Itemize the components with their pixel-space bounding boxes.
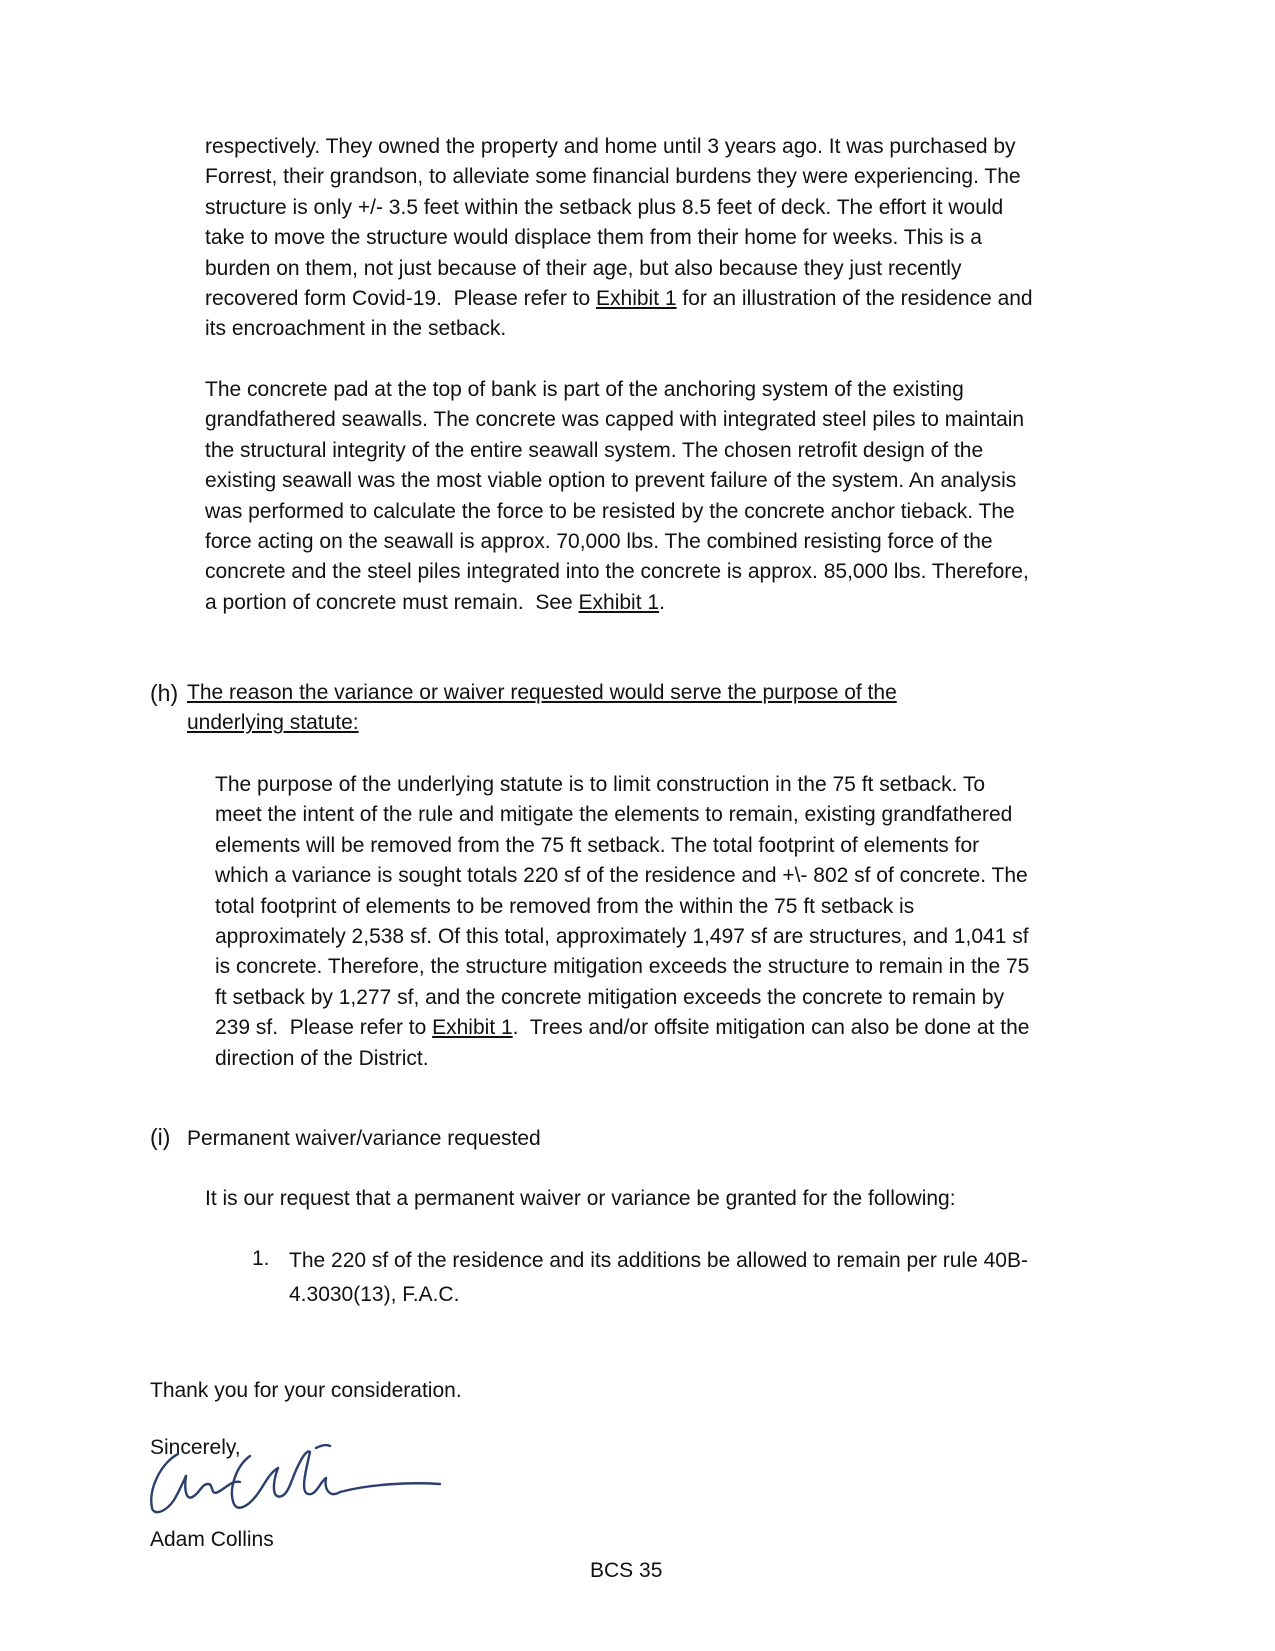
- handwritten-signature: [140, 1440, 470, 1520]
- heading-line: The reason the variance or waiver requested would serve the purpose of the: [187, 681, 897, 704]
- text-line: Forrest, their grandson, to alleviate some financial burdens they were experiencing. The: [205, 165, 1021, 189]
- text-line: meet the intent of the rule and mitigate the elements to remain, existing grandfathered: [215, 803, 1013, 827]
- heading-line: underlying statute:: [187, 711, 359, 735]
- closing-sincerely: Sincerely,: [150, 1436, 241, 1459]
- closing-thanks: Thank you for your consideration.: [150, 1379, 462, 1402]
- text-line: which a variance is sought totals 220 sf of the residence and +\- 802 sf of concrete. The: [215, 864, 1028, 888]
- section-h-marker: (h): [150, 680, 179, 706]
- text-line: The concrete pad at the top of bank is part of the anchoring system of the existing: [205, 378, 964, 401]
- page-number: BCS 35: [590, 1559, 663, 1582]
- text-line: the structural integrity of the entire seawall system. The chosen retrofit design of the: [205, 438, 984, 462]
- exhibit-1-link[interactable]: Exhibit 1: [596, 287, 677, 311]
- list-item: [289, 1244, 1119, 1312]
- exhibit-1-link[interactable]: Exhibit 1: [578, 590, 660, 614]
- text-fragment: a portion of concrete must remain. See: [205, 590, 579, 614]
- section-h-body: [215, 770, 1130, 1074]
- text-line: structure is only +/- 3.5 feet within the setback plus 8.5 feet of deck. The effort it would: [205, 195, 1004, 219]
- text-line: take to move the structure would displace them from their home for weeks. This is a: [205, 226, 982, 250]
- text-line: [215, 1013, 1130, 1043]
- text-fragment: recovered form Covid-19. Please refer to: [205, 287, 597, 311]
- list-item-number: 1.: [252, 1247, 270, 1270]
- exhibit-1-link[interactable]: Exhibit 1: [432, 1016, 513, 1040]
- text-line: grandfathered seawalls. The concrete was capped with integrated steel piles to maintain: [205, 408, 1025, 432]
- text-line: was performed to calculate the force to be resisted by the concrete anchor tieback. The: [205, 499, 1015, 523]
- section-i-heading: Permanent waiver/variance requested: [187, 1127, 541, 1150]
- signer-name: Adam Collins: [150, 1528, 274, 1551]
- text-line: 4.3030(13), F.A.C.: [289, 1283, 460, 1306]
- text-line: burden on them, not just because of their age, but also because they just recently: [205, 256, 962, 280]
- text-line: approximately 2,538 sf. Of this total, approximately 1,497 sf are structures, and 1,041 sf: [215, 925, 1029, 949]
- text-line: concrete and the steel piles integrated into the concrete is approx. 85,000 lbs. Therefore,: [205, 560, 1029, 584]
- text-line: [205, 588, 1130, 618]
- text-line: direction of the District.: [215, 1046, 429, 1070]
- text-line: total footprint of elements to be removed from the within the 75 ft setback is: [215, 894, 915, 918]
- text-fragment: 239 sf. Please refer to: [215, 1016, 433, 1040]
- paragraph-concrete-pad: [205, 375, 1130, 618]
- text-fragment: . Trees and/or offsite mitigation can also be done at the: [512, 1016, 1030, 1040]
- text-line: its encroachment in the setback.: [205, 317, 507, 341]
- text-line: existing seawall was the most viable option to prevent failure of the system. An analysis: [205, 469, 1017, 493]
- text-line: respectively. They owned the property and home until 3 years ago. It was purchased by: [205, 135, 1016, 158]
- section-h-heading: [187, 678, 987, 739]
- text-line: ft setback by 1,277 sf, and the concrete mitigation exceeds the concrete to remain by: [215, 985, 1005, 1009]
- text-line: [205, 284, 1130, 314]
- request-intro: It is our request that a permanent waiver or variance be granted for the following:: [205, 1187, 956, 1210]
- section-i-marker: (i): [150, 1124, 171, 1150]
- text-line: The 220 sf of the residence and its additions be allowed to remain per rule 40B-: [289, 1249, 1028, 1272]
- text-line: elements will be removed from the 75 ft setback. The total footprint of elements for: [215, 833, 980, 857]
- text-fragment: for an illustration of the residence and: [676, 287, 1033, 311]
- text-line: is concrete. Therefore, the structure mitigation exceeds the structure to remain in the 75: [215, 955, 1030, 979]
- text-line: force acting on the seawall is approx. 70,000 lbs. The combined resisting force of the: [205, 530, 993, 554]
- text-fragment: .: [659, 590, 665, 614]
- paragraph-residence-history: [205, 132, 1130, 345]
- text-line: The purpose of the underlying statute is to limit construction in the 75 ft setback. To: [215, 773, 986, 796]
